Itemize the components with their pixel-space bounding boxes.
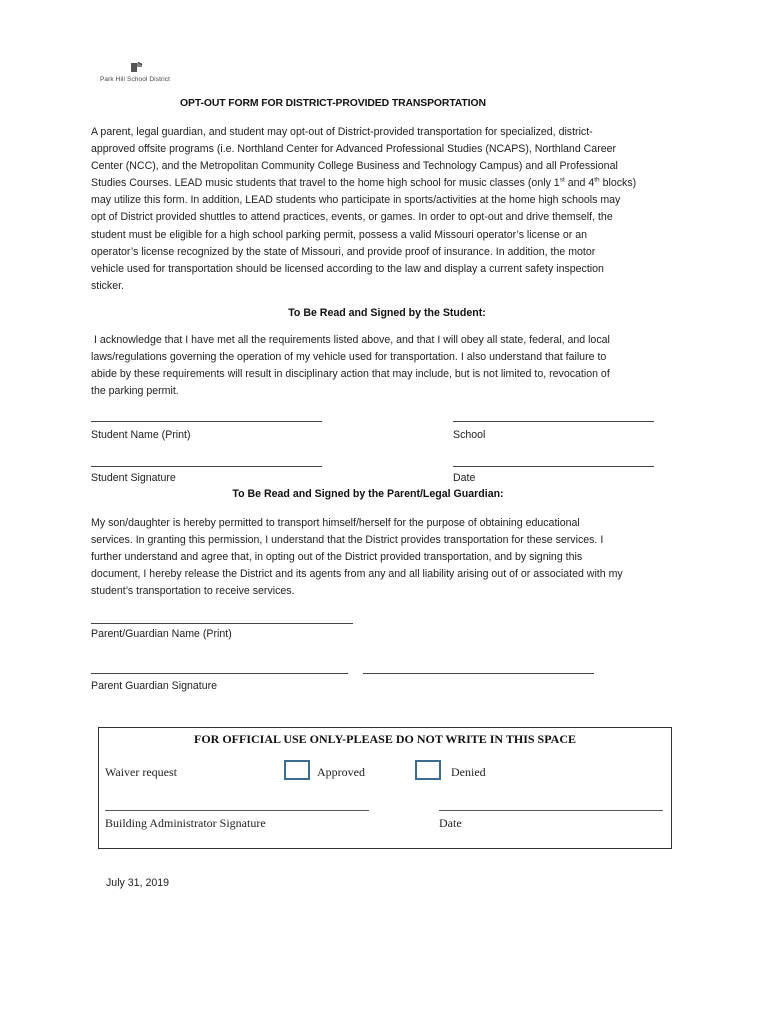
- student-line: I acknowledge that I have met all the requirements listed above, and that I will obey all state, federal, and local: [94, 334, 610, 346]
- parent-name-label: Parent/Guardian Name (Print): [91, 628, 232, 640]
- logo-flag-icon: [130, 62, 144, 74]
- approved-checkbox[interactable]: [284, 760, 310, 780]
- parent-line: My son/daughter is hereby permitted to transport himself/herself for the purpose of obtaining educational: [91, 517, 580, 529]
- student-line: the parking permit.: [91, 385, 179, 398]
- intro-line: Studies Courses. LEAD music students that travel to the home high school for music classes (only 1st and 4th blocks): [91, 176, 637, 190]
- student-signature-label: Student Signature: [91, 472, 176, 484]
- parent-line: document, I hereby release the District and its agents from any and all liability arising out of or associated with my: [91, 568, 623, 581]
- student-section-heading: To Be Read and Signed by the Student:: [288, 307, 486, 319]
- student-line: abide by these requirements will result in disciplinary action that may include, but is not limited to, revocation of: [91, 368, 610, 381]
- intro-line: may utilize this form. In addition, LEAD students who participate in sports/activities at the home high schools may: [91, 194, 621, 207]
- admin-date-field[interactable]: [439, 810, 663, 811]
- school-label: School: [453, 429, 486, 441]
- intro-line: approved offsite programs (i.e. Northland Center for Advanced Professional Studies (NCAPS), Northland Career: [91, 143, 617, 156]
- district-logo: [100, 62, 174, 86]
- parent-date-field[interactable]: [363, 673, 594, 674]
- school-field[interactable]: [453, 421, 654, 422]
- intro-line: Center (NCC), and the Metropolitan Community College Business and Technology Campus) and all Professional: [91, 160, 618, 173]
- official-use-box: [98, 727, 672, 849]
- logo-text: Park Hill School District: [100, 76, 171, 83]
- waiver-request-label: Waiver request: [105, 765, 177, 779]
- parent-line: student’s transportation to receive services.: [91, 585, 295, 598]
- intro-line: vehicle used for transportation should be licensed according to the law and display a current safety inspection: [91, 262, 604, 275]
- intro-line: student must be eligible for a high school parking permit, possess a valid Missouri operator’s license or an: [91, 228, 588, 241]
- student-signature-field[interactable]: [91, 466, 322, 467]
- admin-signature-field[interactable]: [105, 810, 369, 811]
- parent-name-field[interactable]: [91, 623, 353, 624]
- intro-line: sticker.: [91, 279, 124, 292]
- admin-signature-label: Building Administrator Signature: [105, 816, 266, 830]
- student-name-field[interactable]: [91, 421, 322, 422]
- parent-line: services. In granting this permission, I understand that the District provides transportation for these services. I: [91, 534, 604, 547]
- parent-permission: [91, 515, 689, 600]
- student-acknowledgement: [91, 332, 689, 400]
- official-use-title: FOR OFFICIAL USE ONLY-PLEASE DO NOT WRITE IN THIS SPACE: [194, 732, 576, 746]
- approved-label: Approved: [317, 765, 365, 779]
- student-date-label: Date: [453, 472, 476, 484]
- denied-label: Denied: [451, 765, 486, 779]
- intro-line: opt of District provided shuttles to attend practices, events, or games. In order to opt-out and drive themself, the: [91, 211, 613, 224]
- denied-checkbox[interactable]: [415, 760, 441, 780]
- parent-signature-label: Parent Guardian Signature: [91, 680, 218, 692]
- parent-section-heading: To Be Read and Signed by the Parent/Legal Guardian:: [232, 488, 504, 500]
- admin-date-label: Date: [439, 816, 462, 830]
- student-line: laws/regulations governing the operation of my vehicle used for transportation. I also understand that failure to: [91, 351, 607, 364]
- intro-paragraph: [91, 124, 689, 295]
- parent-signature-field[interactable]: [91, 673, 348, 674]
- parent-line: further understand and agree that, in opting out of the District provided transportation, and by signing this: [91, 551, 583, 564]
- form-title: OPT-OUT FORM FOR DISTRICT-PROVIDED TRANSPORTATION: [180, 98, 486, 109]
- student-date-field[interactable]: [453, 466, 654, 467]
- student-name-label: Student Name (Print): [91, 429, 191, 441]
- intro-line: operator’s license recognized by the state of Missouri, and provide proof of insurance. In addition, the motor: [91, 245, 596, 258]
- revision-date: July 31, 2019: [106, 877, 170, 889]
- intro-line: A parent, legal guardian, and student may opt-out of District-provided transportation for specialized, district-: [91, 126, 593, 138]
